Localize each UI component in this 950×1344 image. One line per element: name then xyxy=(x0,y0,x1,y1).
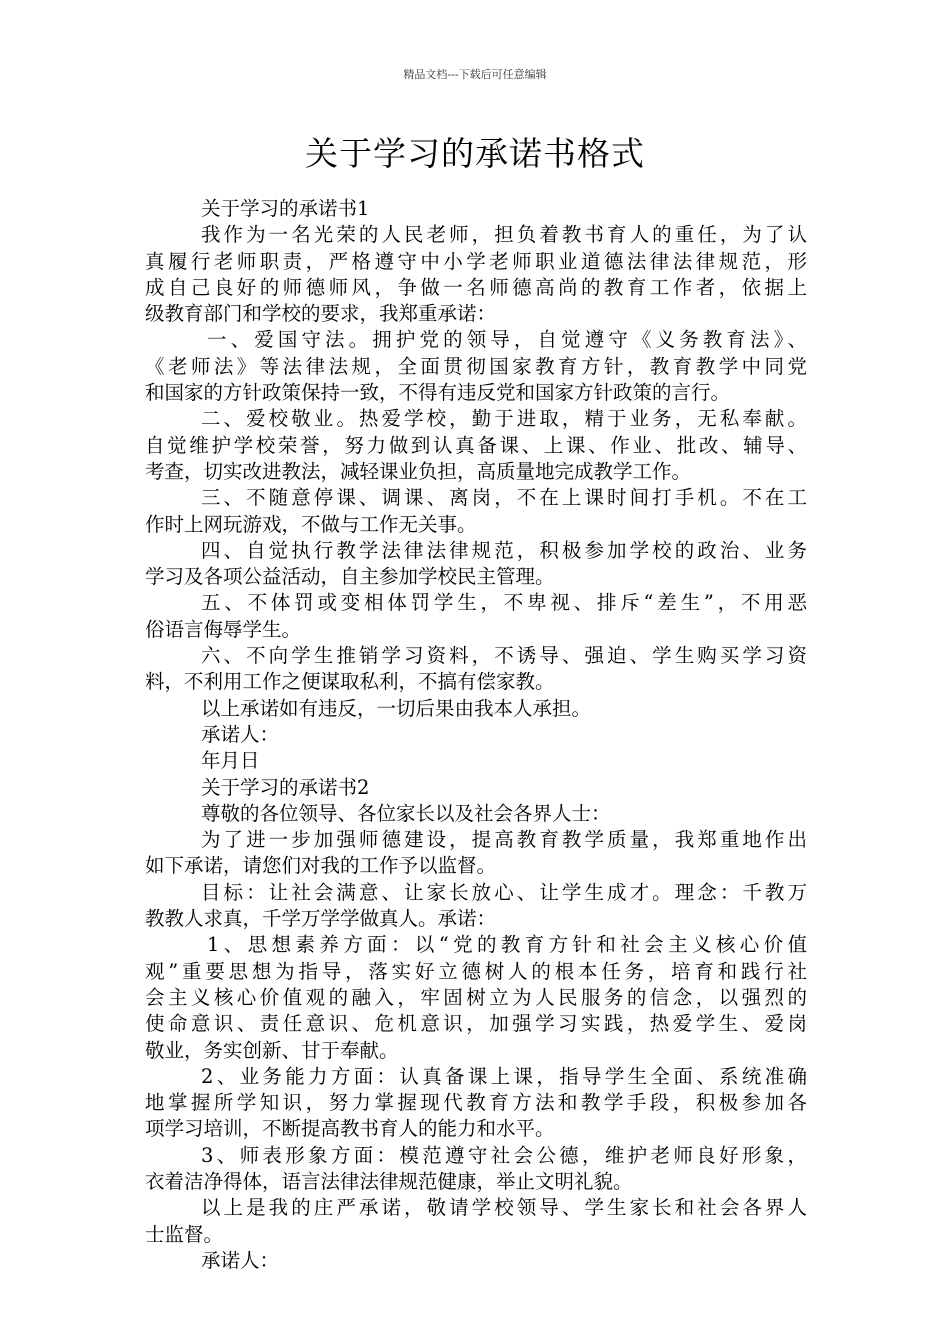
paragraph-line: 士监督。 xyxy=(145,1222,224,1246)
paragraph-line: 俗语言侮辱学生。 xyxy=(145,617,302,641)
paragraph-line: 二、爱校敬业。热爱学校，勤于进取，精于业务，无私奉献。 xyxy=(201,407,807,431)
paragraph-line: 如下承诺，请您们对我的工作予以监督。 xyxy=(145,854,497,878)
header-note: 精品文档---下载后可任意编辑 xyxy=(403,68,547,81)
paragraph-line: 真履行老师职责，严格遵守中小学老师职业道德法律法律规范，形 xyxy=(145,249,807,273)
paragraph-line: 衣着洁净得体，语言法律法律规范健康，举止文明礼貌。 xyxy=(145,1169,633,1193)
paragraph-line: 目标：让社会满意、让家长放心、让学生成才。理念：千教万 xyxy=(201,880,807,904)
paragraph-line: 三、不随意停课、调课、离岗，不在上课时间打手机。不在工 xyxy=(201,486,807,510)
paragraph-line: 和国家的方针政策保持一致，不得有违反党和国家方针政策的言行。 xyxy=(145,381,731,405)
paragraph-line: 学习及各项公益活动，自主参加学校民主管理。 xyxy=(145,565,555,589)
document-body xyxy=(145,196,807,1274)
paragraph-line: 使命意识、责任意识、危机意识，加强学习实践，热爱学生、爱岗 xyxy=(145,1012,807,1036)
paragraph-line: 考查，切实改进教法，减轻课业负担，高质量地完成教学工作。 xyxy=(145,459,692,483)
signature-label: 承诺人： xyxy=(201,722,280,746)
paragraph-line: 自觉维护学校荣誉，努力做到认真备课、上课、作业、批改、辅导、 xyxy=(145,433,807,457)
paragraph-line: 以上承诺如有违反，一切后果由我本人承担。 xyxy=(201,696,592,720)
paragraph-line: 成自己良好的师德师风，争做一名师德高尚的教育工作者，依据上 xyxy=(145,275,807,299)
paragraph-line: 《老师法》等法律法规，全面贯彻国家教育方针，教育教学中同党 xyxy=(145,354,807,378)
paragraph-line: 作时上网玩游戏，不做与工作无关事。 xyxy=(145,512,477,536)
paragraph-line: 地掌握所学知识，努力掌握现代教育方法和教学手段，积极参加各 xyxy=(145,1091,807,1115)
paragraph-line: 敬业，务实创新、甘于奉献。 xyxy=(145,1038,399,1062)
section-heading: 关于学习的承诺书1 xyxy=(201,197,370,220)
paragraph-line: 六、不向学生推销学习资料，不诱导、强迫、学生购买学习资 xyxy=(201,644,807,668)
paragraph-line: 五、不体罚或变相体罚学生，不卑视、排斥“差生”，不用恶 xyxy=(201,591,807,615)
document-title: 关于学习的承诺书格式 xyxy=(305,134,645,173)
paragraph-line: 四、自觉执行教学法律法律规范，积极参加学校的政治、业务 xyxy=(201,538,807,562)
date-label: 年月日 xyxy=(201,749,260,773)
paragraph-line: 为了进一步加强师德建设，提高教育教学质量，我郑重地作出 xyxy=(201,828,807,852)
salutation: 尊敬的各位领导、各位家长以及社会各界人士： xyxy=(201,801,611,825)
paragraph-line: 我作为一名光荣的人民老师，担负着教书育人的重任，为了认 xyxy=(201,223,807,247)
paragraph-line: 教教人求真，千学万学学做真人。承诺： xyxy=(145,907,497,931)
signature-label: 承诺人： xyxy=(201,1248,280,1272)
paragraph-line: 项学习培训，不断提高教书育人的能力和水平。 xyxy=(145,1117,555,1141)
paragraph-line: 会主义核心价值观的融入，牢固树立为人民服务的信念，以强烈的 xyxy=(145,985,807,1009)
section-heading: 关于学习的承诺书2 xyxy=(201,775,370,799)
paragraph-line: 料，不利用工作之便谋取私利，不搞有偿家教。 xyxy=(145,670,555,694)
paragraph-line: 1、思想素养方面：以“党的教育方针和社会主义核心价值 xyxy=(207,933,807,957)
paragraph-line: 一、爱国守法。拥护党的领导，自觉遵守《义务教育法》、 xyxy=(207,328,807,352)
paragraph-line: 2、业务能力方面：认真备课上课，指导学生全面、系统准确 xyxy=(201,1064,807,1088)
paragraph-line: 观”重要思想为指导，落实好立德树人的根本任务，培育和践行社 xyxy=(145,959,807,983)
paragraph-line: 级教育部门和学校的要求，我郑重承诺： xyxy=(145,302,497,326)
paragraph-line: 3、师表形象方面：模范遵守社会公德，维护老师良好形象， xyxy=(201,1143,807,1167)
paragraph-line: 以上是我的庄严承诺，敬请学校领导、学生家长和社会各界人 xyxy=(201,1196,807,1220)
